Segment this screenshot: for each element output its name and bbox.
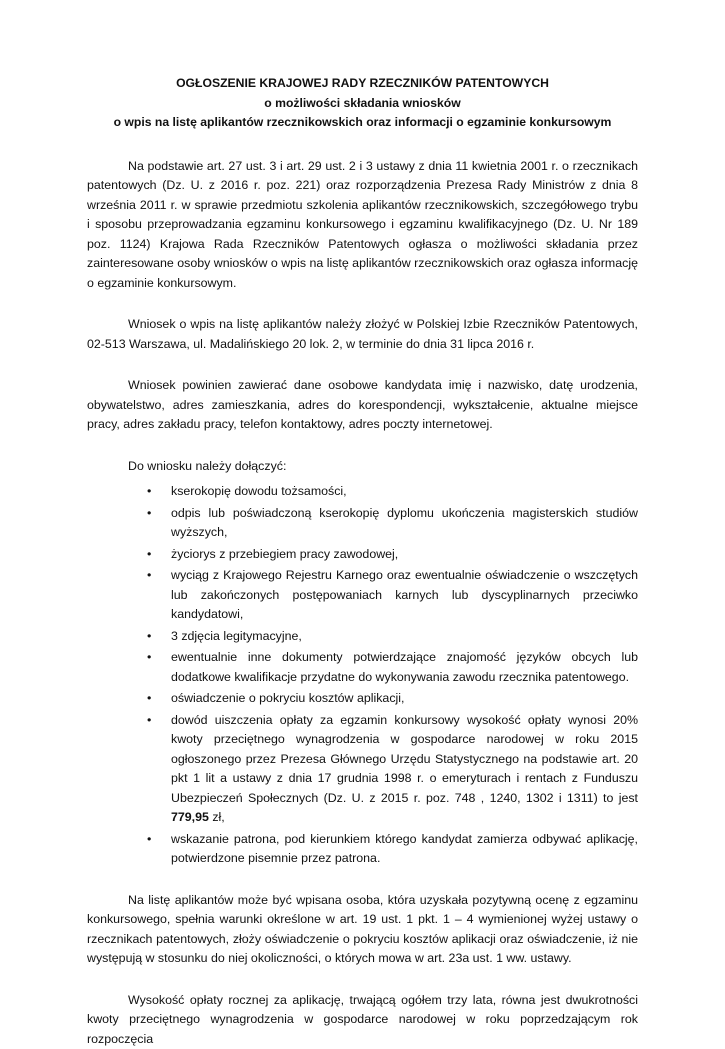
list-item-text: dowód uiszczenia opłaty za egzamin konkursowy wysokość opłaty wynosi 20% kwoty przeciętnego wynagrodzenia w gospodarce narodowej w roku 2015 ogłoszonego przez Prezesa Głównego Urzędu Statystycznego na podstawie art. 20 pkt 1 lit a ustawy z dnia 17 grudnia 1998 r. o emeryturach i rentach z Funduszu Ubezpieczeń Społecznych (Dz. U. z 2015 r. poz. 748 , 1240, 1302 i 1311) to jest <box>171 713 638 805</box>
list-item-text: kserokopię dowodu tożsamości, <box>171 484 347 498</box>
document-header <box>87 74 638 133</box>
bullet-icon: • <box>147 830 151 850</box>
document-title: OGŁOSZENIE KRAJOWEJ RADY RZECZNIKÓW PATENTOWYCH <box>87 74 638 94</box>
bullet-icon: • <box>147 711 151 731</box>
paragraph-submission: Wniosek o wpis na listę aplikantów należy złożyć w Polskiej Izbie Rzeczników Patentowych, 02-513 Warszawa, ul. Madalińskiego 20 lok. 2, w terminie do dnia 31 lipca 2016 r. <box>87 315 638 354</box>
bullet-icon: • <box>147 627 151 647</box>
list-item <box>171 504 638 543</box>
list-item <box>171 689 638 709</box>
document-subtitle-2: o wpis na listę aplikantów rzecznikowskich oraz informacji o egzaminie konkursowym <box>87 113 638 133</box>
fee-currency: zł, <box>212 810 224 824</box>
list-item <box>171 627 638 647</box>
bullet-icon: • <box>147 545 151 565</box>
bullet-icon: • <box>147 566 151 586</box>
paragraph-application-contents: Wniosek powinien zawierać dane osobowe kandydata imię i nazwisko, datę urodzenia, obywatelstwo, adres zamieszkania, adres do korespondencji, wykształcenie, aktualne miejsce pracy, adres zakładu pracy, telefon kontaktowy, adres poczty internetowej. <box>87 376 638 435</box>
list-item <box>171 830 638 869</box>
paragraph-eligibility: Na listę aplikantów może być wpisana osoba, która uzyskała pozytywną ocenę z egzaminu konkursowego, spełnia warunki określone w art. 19 ust. 1 pkt. 1 – 4 wymienionej wyżej ustawy o rzecznikach patentowych, złoży oświadczenie o pokryciu kosztów aplikacji oraz oświadczenie, iż nie występują w stosunku do niej okoliczności, o których mowa w art. 23a ust. 1 ww. ustawy. <box>87 891 638 969</box>
paragraph-attachments-intro: Do wniosku należy dołączyć: <box>87 457 638 477</box>
list-item-text: 3 zdjęcia legitymacyjne, <box>171 629 302 643</box>
list-item-text: życiorys z przebiegiem pracy zawodowej, <box>171 547 398 561</box>
attachments-list <box>87 482 638 869</box>
bullet-icon: • <box>147 504 151 524</box>
list-item <box>171 648 638 687</box>
list-item-text: wskazanie patrona, pod kierunkiem którego kandydat zamierza odbywać aplikację, potwierdzone pisemnie przez patrona. <box>171 832 638 866</box>
bullet-icon: • <box>147 482 151 502</box>
list-item-text: wyciąg z Krajowego Rejestru Karnego oraz ewentualnie oświadczenie o wszczętych lub zakończonych postępowaniach karnych lub dyscyplinarnych przeciwko kandydatowi, <box>171 568 638 621</box>
list-item <box>171 545 638 565</box>
document-subtitle: o możliwości składania wniosków <box>87 94 638 114</box>
list-item-text: ewentualnie inne dokumenty potwierdzające znajomość języków obcych lub dodatkowe kwalifikacje przydatne do wykonywania zawodu rzecznika patentowego. <box>171 650 638 684</box>
list-item-fee <box>171 711 638 828</box>
list-item-text: odpis lub poświadczoną kserokopię dyplomu ukończenia magisterskich studiów wyższych, <box>171 506 638 540</box>
fee-amount: 779,95 <box>171 810 209 824</box>
paragraph-annual-fee: Wysokość opłaty rocznej za aplikację, trwającą ogółem trzy lata, równa jest dwukrotności kwoty przeciętnego wynagrodzenia w gospodarce narodowej w roku poprzedzającym rok rozpoczęcia <box>87 991 638 1049</box>
bullet-icon: • <box>147 648 151 668</box>
list-item <box>171 482 638 502</box>
bullet-icon: • <box>147 689 151 709</box>
list-item-text: oświadczenie o pokryciu kosztów aplikacji, <box>171 691 404 705</box>
paragraph-legal-basis: Na podstawie art. 27 ust. 3 i art. 29 ust. 2 i 3 ustawy z dnia 11 kwietnia 2001 r. o rzecznikach patentowych (Dz. U. z 2016 r. poz. 221) oraz rozporządzenia Prezesa Rady Ministrów z dnia 8 września 2011 r. w sprawie przedmiotu szkolenia aplikantów rzecznikowskich, szczegółowego trybu i sposobu przeprowadzania egzaminu konkursowego i egzaminu kwalifikacyjnego (Dz. U. Nr 189 poz. 1124) Krajowa Rada Rzeczników Patentowych ogłasza o możliwości składania przez zainteresowane osoby wniosków o wpis na listę aplikantów rzecznikowskich oraz ogłasza informację o egzaminie konkursowym. <box>87 157 638 294</box>
list-item <box>171 566 638 625</box>
